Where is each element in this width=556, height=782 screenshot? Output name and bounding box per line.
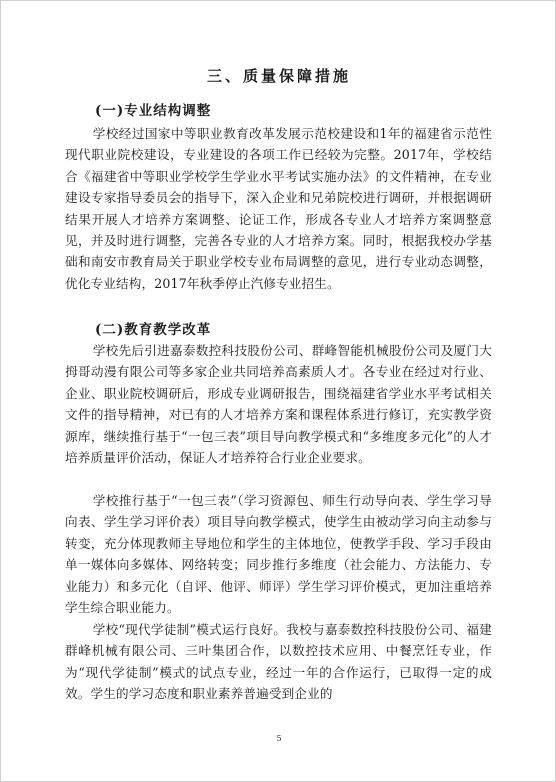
page-number: 5: [276, 734, 282, 743]
section-heading-teaching-reform: (二)教育教学改革: [95, 322, 212, 338]
paragraph-structure-adjustment: 学校经过国家中等职业教育改革发展示范校建设和1年的福建省示范性现代职业院校建设，专业建设的各项工作已经较为完整。2017年，学校结合《福建省中等职业学校学生学业水平考试实施办法》的文件精神，在专业建设专家指导委员会的指导下，深入企业和兄弟院校进行调研，并根据调研结果开展人才培养方案调整、论证工作，形成各专业人才培养方案调整意见，并及时进行调整，完善各专业的人才培养方案。同时，根据我校办学基础和南安市教育局关于职业学校专业布局调整的意见，进行专业动态调整，优化专业结构，2017年秋季停止汽修专业招生。: [65, 126, 492, 291]
paragraph-apprenticeship: 学校“现代学徒制”模式运行良好。我校与嘉泰数控科技股份公司、福建群峰机械有限公司、三叶集团合作，以数控技术应用、中餐烹饪专业，作为“现代学徒制”模式的试点专业，经过一年的合作运行，已取得一定的成效。学生的学习态度和职业素养普遍受到企业的: [65, 622, 492, 702]
paragraph-teaching-model: 学校推行基于“一包三表”（学习资源包、师生行动导向表、学生学习导向表、学生学习评价表）项目导向教学模式，使学生由被动学习向主动参与转变，充分体现教师主导地位和学生的主体地位，使教学手段、学习手段由单一媒体向多媒体、网络转变；同步推行多维度（社会能力、方法能力、专业能力）和多元化（自评、他评、师评）学生学习评价模式，更加注重培养学生综合职业能力。: [65, 493, 492, 616]
paragraph-enterprise-cooperation: 学校先后引进嘉泰数控科技股份公司、群峰智能机械股份公司及厦门大拇哥动漫有限公司等多家企业共同培养高素质人才。各专业在经过对行业、企业、职业院校调研后，形成专业调研报告，围绕福建省学业水平考试相关文件的指导精神，对已有的人才培养方案和课程体系进行修订，充实教学资源库，继续推行基于“一包三表”项目导向教学模式和“多维度多元化”的人才培养质量评价活动，保证人才培养符合行业企业要求。: [65, 343, 492, 466]
page-title: 三、质量保障措施: [206, 67, 351, 85]
section-heading-structure: (一)专业结构调整: [95, 103, 212, 119]
